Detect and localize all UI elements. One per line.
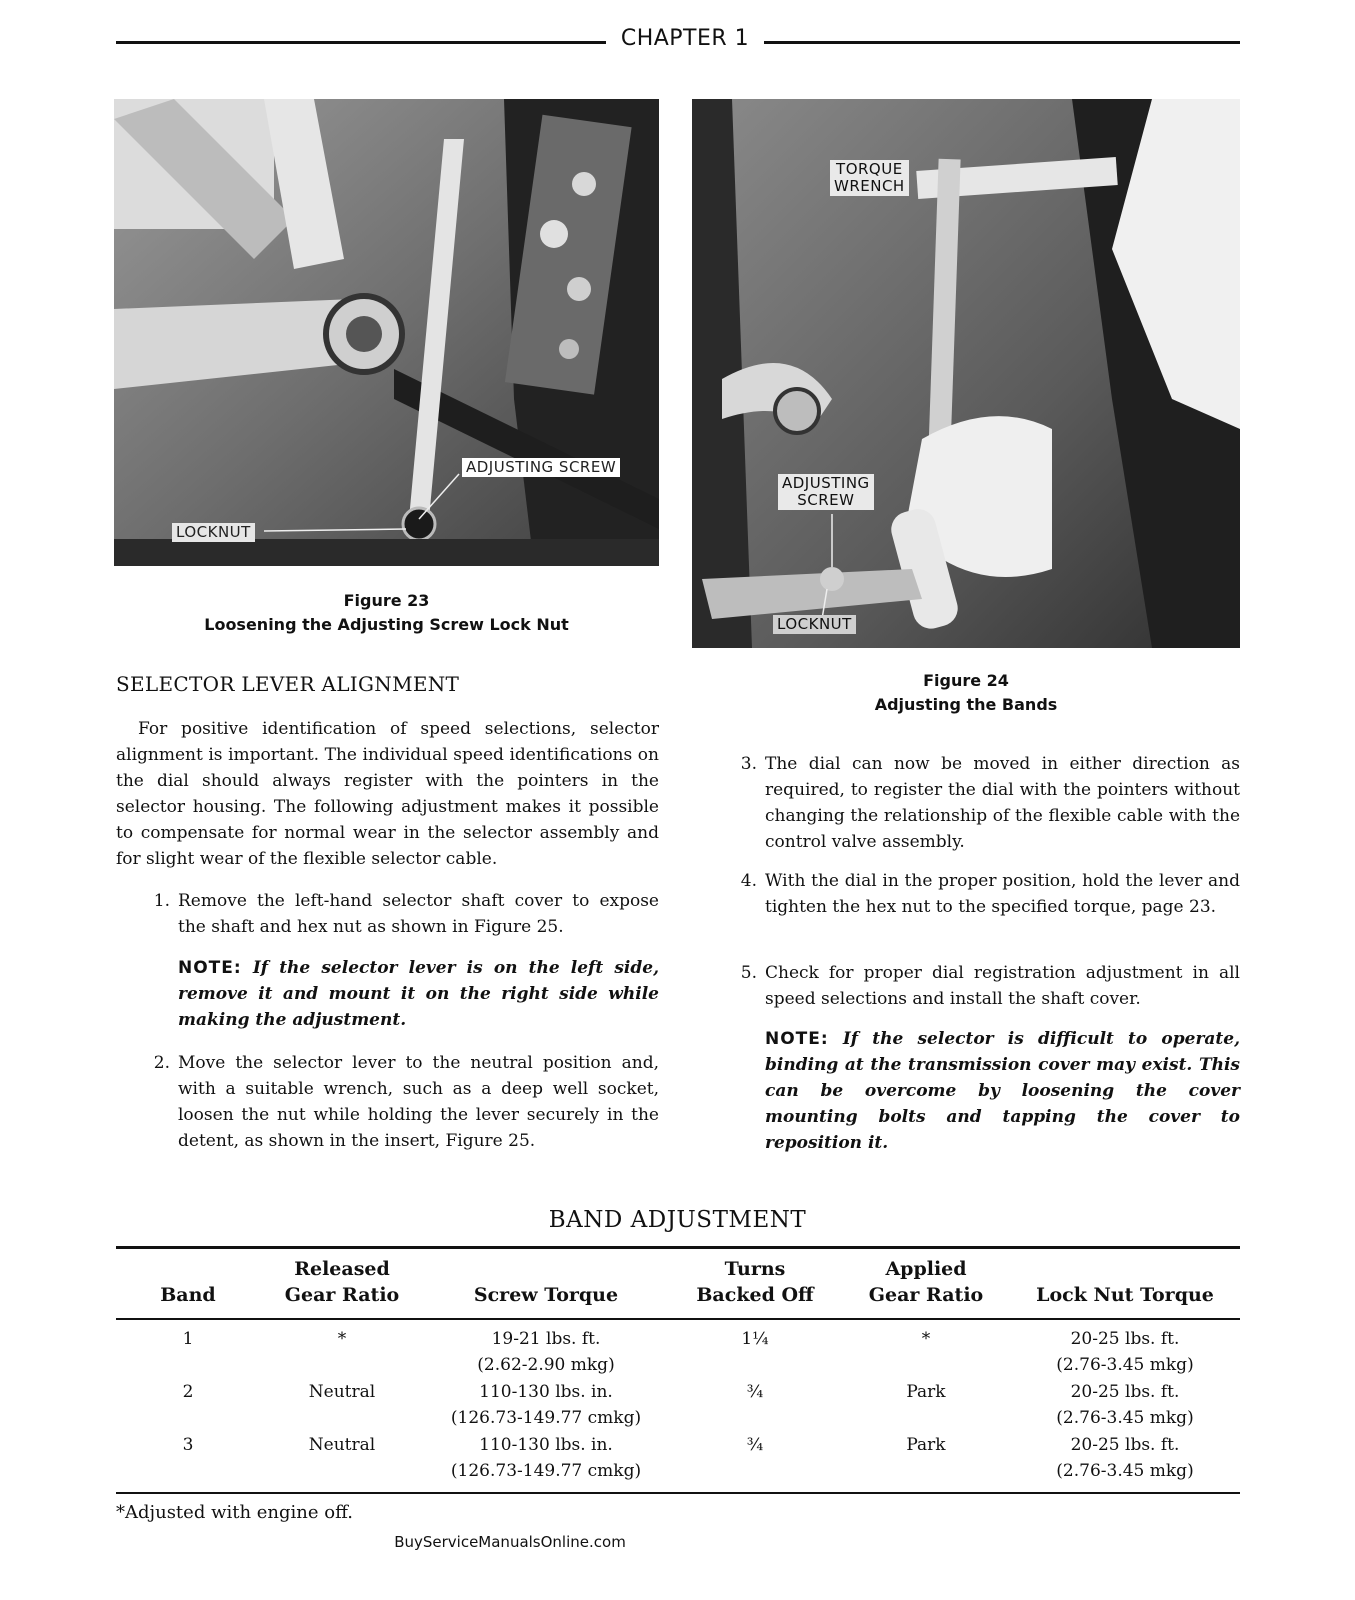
step-2-text: Move the selector lever to the neutral position and, with a suitable wrench, such as a deep well socket, loosen the nut while holding the lever securely in the detent, as shown in the insert, Figure 25. xyxy=(178,1053,659,1151)
col-header-released-line2: Gear Ratio xyxy=(284,1284,400,1306)
note-1-label: NOTE: xyxy=(178,958,242,978)
header-rule-right xyxy=(764,41,1240,44)
row-3-released-ratio: Neutral xyxy=(308,1435,376,1455)
col-header-turns-line2: Backed Off xyxy=(696,1284,814,1306)
row-2-released-ratio: Neutral xyxy=(308,1382,376,1402)
chapter-title: CHAPTER 1 xyxy=(620,26,750,51)
col-header-screw-line1 xyxy=(440,1256,652,1282)
row-1-screw-torque: 19-21 lbs. ft. (2.62-2.90 mkg) xyxy=(477,1329,615,1375)
col-header-screw-torque xyxy=(440,1256,652,1308)
step-5-number: 5. xyxy=(740,963,757,983)
row-1-band: 1 xyxy=(182,1329,194,1349)
step-1-number: 1. xyxy=(153,891,170,911)
step-5 xyxy=(733,960,1240,1014)
note-selector-binding xyxy=(765,1026,1240,1156)
step-2-number: 2. xyxy=(153,1053,170,1073)
row-1-lock-nut-torque: 20-25 lbs. ft. (2.76-3.45 mkg) xyxy=(1056,1329,1194,1375)
figure-24-photo xyxy=(692,99,1240,648)
step-3 xyxy=(733,751,1240,857)
row-3-applied-ratio: Park xyxy=(906,1435,946,1455)
col-header-turns-line1: Turns xyxy=(724,1258,786,1280)
row-3-band: 3 xyxy=(182,1435,194,1455)
row-2-turns: ¾ xyxy=(746,1382,764,1402)
col-header-released-line1: Released xyxy=(294,1258,390,1280)
note-2-text: If the selector is difficult to operate, binding at the transmission cover may exist. This can be overcome by loosening the cover mounting bolts and tapping the cover to reposition it. xyxy=(765,1029,1241,1153)
col-header-locknut-line1 xyxy=(1020,1256,1230,1282)
col-header-applied-gear-ratio xyxy=(846,1256,1006,1308)
col-header-lock-nut-torque xyxy=(1020,1256,1230,1308)
row-1-released-ratio: * xyxy=(337,1329,347,1349)
table-header-rule xyxy=(116,1318,1240,1320)
table-title: BAND ADJUSTMENT xyxy=(548,1207,807,1233)
row-3-lock-nut-torque: 20-25 lbs. ft. (2.76-3.45 mkg) xyxy=(1056,1435,1194,1481)
table-bottom-rule xyxy=(116,1492,1240,1494)
row-2-applied-ratio: Park xyxy=(906,1382,946,1402)
col-header-applied-line2: Gear Ratio xyxy=(868,1284,984,1306)
step-2 xyxy=(146,1050,659,1180)
step-1 xyxy=(146,888,659,942)
note-2-label: NOTE: xyxy=(765,1029,829,1049)
figure-23-caption xyxy=(114,589,659,637)
section-heading: SELECTOR LEVER ALIGNMENT xyxy=(116,672,460,696)
col-header-locknut-line2: Lock Nut Torque xyxy=(1036,1284,1214,1306)
figure-23-photo xyxy=(114,99,659,566)
row-2-screw-torque: 110-130 lbs. in. (126.73-149.77 cmkg) xyxy=(450,1382,642,1428)
step-3-number: 3. xyxy=(740,754,757,774)
callout-torque-wrench: TORQUE WRENCH xyxy=(830,160,909,196)
note-1-text: If the selector lever is on the left side, remove it and mount it on the right side while making the adjustment. xyxy=(178,958,659,1030)
table-footnote: *Adjusted with engine off. xyxy=(116,1502,353,1523)
watermark: BuyServiceManualsOnline.com xyxy=(394,1533,626,1551)
step-4 xyxy=(733,868,1240,948)
intro-paragraph: For positive identification of speed selections, selector alignment is important. The individual speed identifications on the dial should always register with the pointers in the selector housing. The following adjustment makes it possible to compensate for normal wear in the selector assembly and for slight wear of the flexible selector cable. xyxy=(116,719,659,869)
col-header-band-line2: Band xyxy=(160,1284,216,1306)
callout-adjusting-screw-fig24: ADJUSTING SCREW xyxy=(778,474,874,510)
col-header-released-gear-ratio xyxy=(262,1256,422,1308)
row-3-turns: ¾ xyxy=(746,1435,764,1455)
figure-23-number: Figure 23 xyxy=(343,591,430,610)
col-header-applied-line1: Applied xyxy=(885,1258,967,1280)
header-rule-left xyxy=(116,41,606,44)
col-header-screw-line2: Screw Torque xyxy=(473,1284,619,1306)
figure-24-caption xyxy=(692,669,1240,717)
col-header-band xyxy=(128,1256,248,1308)
row-1-applied-ratio: * xyxy=(921,1329,931,1349)
callout-locknut-fig24: LOCKNUT xyxy=(773,615,856,634)
figure-24-title: Adjusting the Bands xyxy=(874,695,1058,714)
figure-24-number: Figure 24 xyxy=(923,671,1009,690)
row-1-turns: 1¼ xyxy=(741,1329,769,1349)
step-3-text: The dial can now be moved in either direction as required, to register the dial with the pointers without changing the relationship of the flexible cable with the control valve assembly. xyxy=(765,754,1240,852)
row-2-lock-nut-torque: 20-25 lbs. ft. (2.76-3.45 mkg) xyxy=(1056,1382,1194,1428)
callout-adjusting-screw-fig23: ADJUSTING SCREW xyxy=(462,458,620,477)
row-3-screw-torque: 110-130 lbs. in. (126.73-149.77 cmkg) xyxy=(450,1435,642,1481)
note-selector-lever xyxy=(178,955,659,1033)
col-header-turns-backed-off xyxy=(680,1256,830,1308)
step-4-text: With the dial in the proper position, hold the lever and tighten the hex nut to the specified torque, page 23. xyxy=(765,871,1240,917)
figure-23-title: Loosening the Adjusting Screw Lock Nut xyxy=(204,615,569,634)
step-4-number: 4. xyxy=(740,871,757,891)
callout-locknut-fig23: LOCKNUT xyxy=(172,523,255,542)
step-5-text: Check for proper dial registration adjustment in all speed selections and install the shaft cover. xyxy=(765,963,1240,1009)
step-1-text: Remove the left-hand selector shaft cover to expose the shaft and hex nut as shown in Figure 25. xyxy=(178,891,659,937)
col-header-band-line1 xyxy=(128,1256,248,1282)
table-top-rule xyxy=(116,1246,1240,1249)
row-2-band: 2 xyxy=(182,1382,194,1402)
